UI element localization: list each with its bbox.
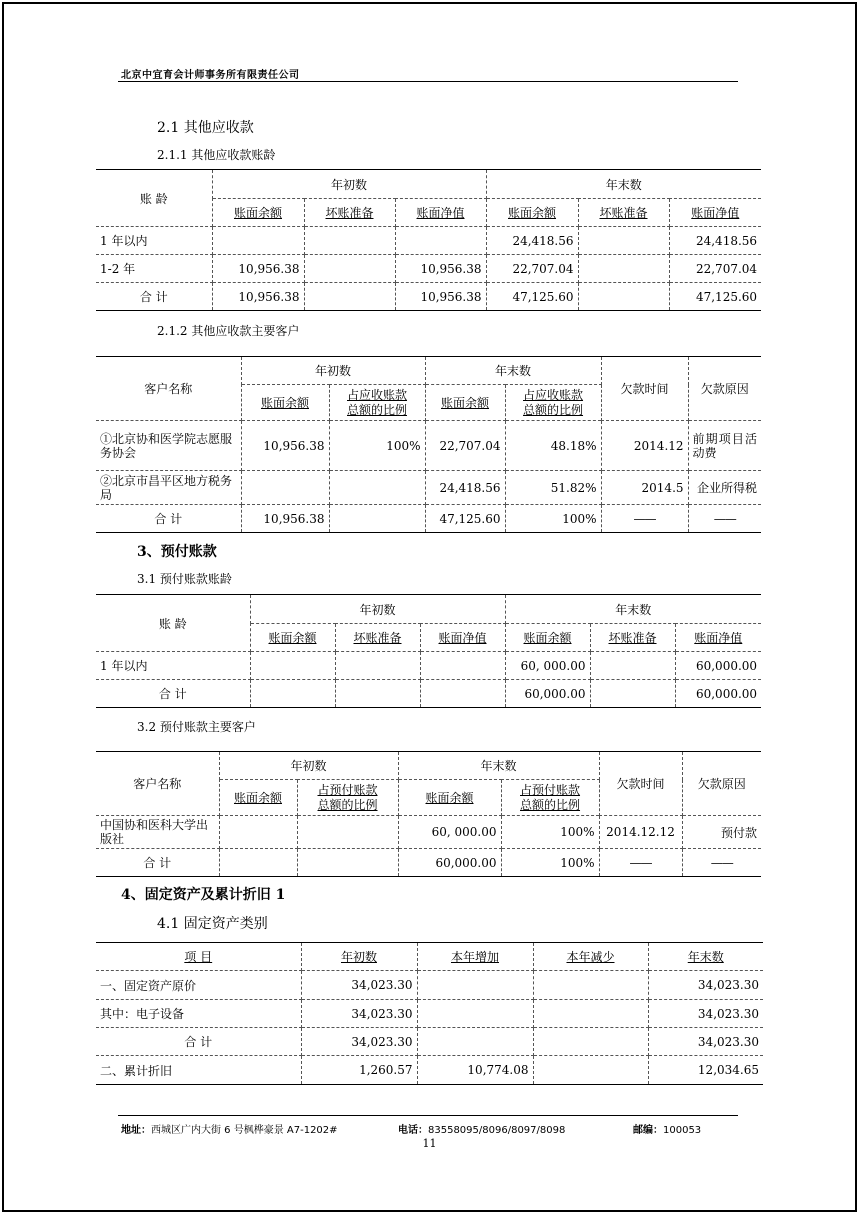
cell: 34,023.30 bbox=[301, 1028, 417, 1056]
cell bbox=[250, 652, 335, 680]
zip-value: 100053 bbox=[663, 1125, 702, 1136]
cell: —— bbox=[599, 849, 682, 877]
col-header: 账面净值 bbox=[691, 206, 740, 220]
table-prepayments-aging bbox=[96, 594, 761, 708]
col-header: 坏账准备 bbox=[325, 206, 374, 220]
row-label: 1-2 年 bbox=[96, 255, 212, 283]
header-debt-reason: 欠款原因 bbox=[688, 357, 761, 421]
header-beginning: 年初数 bbox=[219, 752, 398, 780]
cell bbox=[329, 505, 425, 533]
cell: 34,023.30 bbox=[301, 1000, 417, 1028]
table-prepayments-customers bbox=[96, 751, 761, 877]
table-row bbox=[96, 816, 761, 849]
table-other-receivables-customers bbox=[96, 356, 761, 533]
cell bbox=[533, 1056, 648, 1085]
table-row bbox=[96, 849, 761, 877]
header-rule bbox=[118, 81, 738, 82]
cell: 60,000.00 bbox=[675, 680, 761, 708]
header-ending: 年末数 bbox=[398, 752, 599, 780]
col-header: 账面余额 bbox=[268, 631, 317, 645]
address-label: 地址： bbox=[121, 1125, 151, 1136]
section-2-1-1-title: 2.1.1 其他应收款账龄 bbox=[157, 148, 276, 162]
page-number: 11 bbox=[422, 1137, 437, 1150]
cell bbox=[241, 471, 329, 505]
col-header: 年初数 bbox=[340, 950, 377, 964]
row-label: 合 计 bbox=[96, 505, 241, 533]
cell: 2014.5 bbox=[601, 471, 688, 505]
header-ending: 年末数 bbox=[425, 357, 601, 385]
cell: 47,125.60 bbox=[425, 505, 505, 533]
header-customer: 客户名称 bbox=[96, 357, 241, 421]
cell: 60,000.00 bbox=[505, 680, 590, 708]
table-row bbox=[96, 283, 761, 311]
row-label: 一、固定资产原价 bbox=[96, 971, 301, 1000]
col-header: 总额的比例 bbox=[347, 402, 408, 417]
row-label: 合 计 bbox=[96, 849, 219, 877]
cell: 10,956.38 bbox=[212, 255, 304, 283]
table-row bbox=[96, 1000, 763, 1028]
cell: 60, 000.00 bbox=[398, 816, 501, 849]
footer-rule bbox=[118, 1115, 738, 1116]
footer-zip bbox=[633, 1121, 701, 1136]
cell bbox=[335, 652, 420, 680]
col-header: 本年减少 bbox=[566, 950, 615, 964]
cell: 1,260.57 bbox=[301, 1056, 417, 1085]
header-beginning: 年初数 bbox=[250, 595, 505, 624]
cell: 48.18% bbox=[505, 421, 601, 471]
cell bbox=[395, 227, 486, 255]
header-customer: 客户名称 bbox=[96, 752, 219, 816]
footer-phone bbox=[398, 1121, 565, 1136]
cell: 100% bbox=[329, 421, 425, 471]
section-4-title: 4、固定资产及累计折旧 1 bbox=[121, 887, 286, 903]
col-header: 账面余额 bbox=[508, 206, 557, 220]
cell bbox=[533, 971, 648, 1000]
cell bbox=[297, 849, 398, 877]
firm-name-header: 北京中宜育会计师事务所有限责任公司 bbox=[121, 70, 300, 81]
section-2-1-2-title: 2.1.2 其他应收款主要客户 bbox=[157, 324, 300, 338]
cell: —— bbox=[601, 505, 688, 533]
table-row bbox=[96, 652, 761, 680]
cell bbox=[420, 680, 505, 708]
cell: 60,000.00 bbox=[398, 849, 501, 877]
cell: 22,707.04 bbox=[486, 255, 578, 283]
address-value: 西城区广内大街 6 号枫桦豪景 A7-1202# bbox=[151, 1125, 338, 1136]
table-other-receivables-aging bbox=[96, 169, 761, 311]
col-header: 账面净值 bbox=[416, 206, 465, 220]
cell: 22,707.04 bbox=[425, 421, 505, 471]
cell bbox=[578, 227, 669, 255]
cell: 企业所得税 bbox=[688, 471, 761, 505]
header-ending: 年末数 bbox=[505, 595, 761, 624]
table-fixed-assets bbox=[96, 942, 763, 1085]
section-3-2-title: 3.2 预付账款主要客户 bbox=[137, 720, 256, 734]
col-header: 总额的比例 bbox=[523, 402, 584, 417]
cell bbox=[578, 255, 669, 283]
section-4-1-title: 4.1 固定资产类别 bbox=[157, 916, 268, 932]
section-2-1-title: 2.1 其他应收款 bbox=[157, 120, 254, 136]
cell: 47,125.60 bbox=[669, 283, 761, 311]
header-beginning: 年初数 bbox=[241, 357, 425, 385]
section-3-1-title: 3.1 预付账款账龄 bbox=[137, 572, 232, 586]
phone-value: 83558095/8096/8097/8098 bbox=[428, 1125, 566, 1136]
cell: 10,956.38 bbox=[241, 421, 329, 471]
cell: 100% bbox=[505, 505, 601, 533]
col-header: 占预付账款 bbox=[317, 782, 378, 797]
cell bbox=[420, 652, 505, 680]
cell: —— bbox=[682, 849, 761, 877]
header-debt-reason: 欠款原因 bbox=[682, 752, 761, 816]
row-label: 二、累计折旧 bbox=[96, 1056, 301, 1085]
cell: 预付款 bbox=[682, 816, 761, 849]
row-label: 合 计 bbox=[96, 680, 250, 708]
cell bbox=[578, 283, 669, 311]
cell: 2014.12.12 bbox=[599, 816, 682, 849]
header-ending: 年末数 bbox=[486, 170, 761, 199]
col-header: 账面净值 bbox=[438, 631, 487, 645]
col-header: 占预付账款 bbox=[520, 782, 581, 797]
header-beginning: 年初数 bbox=[212, 170, 486, 199]
table-row bbox=[96, 227, 761, 255]
cell bbox=[304, 283, 395, 311]
footer-address bbox=[121, 1121, 338, 1136]
col-header: 坏账准备 bbox=[353, 631, 402, 645]
cell: 12,034.65 bbox=[648, 1056, 763, 1085]
col-header: 账面余额 bbox=[523, 631, 572, 645]
row-label: 1 年以内 bbox=[96, 227, 212, 255]
cell: 10,956.38 bbox=[212, 283, 304, 311]
col-header: 账面余额 bbox=[441, 396, 490, 410]
header-debt-time: 欠款时间 bbox=[599, 752, 682, 816]
cell bbox=[304, 255, 395, 283]
cell bbox=[329, 471, 425, 505]
cell: 10,956.38 bbox=[395, 255, 486, 283]
cell: 60, 000.00 bbox=[505, 652, 590, 680]
row-label: 1 年以内 bbox=[96, 652, 250, 680]
row-label: 合 计 bbox=[96, 283, 212, 311]
col-header: 占应收账款 bbox=[347, 387, 408, 402]
cell: 24,418.56 bbox=[486, 227, 578, 255]
cell: 51.82% bbox=[505, 471, 601, 505]
table-row bbox=[96, 421, 761, 471]
cell: —— bbox=[688, 505, 761, 533]
cell bbox=[212, 227, 304, 255]
header-debt-time: 欠款时间 bbox=[601, 357, 688, 421]
phone-label: 电话： bbox=[398, 1125, 428, 1136]
cell: 34,023.30 bbox=[301, 971, 417, 1000]
col-header: 总额的比例 bbox=[520, 797, 581, 812]
table-row bbox=[96, 680, 761, 708]
col-header: 坏账准备 bbox=[608, 631, 657, 645]
cell: 34,023.30 bbox=[648, 971, 763, 1000]
col-header: 项 目 bbox=[184, 950, 213, 964]
header-aging: 账 龄 bbox=[96, 170, 212, 227]
table-row bbox=[96, 471, 761, 505]
cell bbox=[417, 1000, 533, 1028]
customer-name: ②北京市昌平区地方税务局 bbox=[96, 471, 241, 505]
section-3-title: 3、预付账款 bbox=[137, 544, 217, 560]
cell: 10,774.08 bbox=[417, 1056, 533, 1085]
header-aging: 账 龄 bbox=[96, 595, 250, 652]
cell: 100% bbox=[501, 816, 599, 849]
cell bbox=[533, 1000, 648, 1028]
cell: 34,023.30 bbox=[648, 1028, 763, 1056]
table-row bbox=[96, 255, 761, 283]
cell bbox=[335, 680, 420, 708]
col-header: 年末数 bbox=[687, 950, 724, 964]
row-label: 合 计 bbox=[96, 1028, 301, 1056]
cell bbox=[219, 849, 297, 877]
cell: 100% bbox=[501, 849, 599, 877]
cell: 60,000.00 bbox=[675, 652, 761, 680]
col-header: 账面余额 bbox=[260, 396, 309, 410]
cell: 10,956.38 bbox=[241, 505, 329, 533]
row-label: 其中：电子设备 bbox=[96, 1000, 301, 1028]
cell bbox=[533, 1028, 648, 1056]
customer-name: 中国协和医科大学出版社 bbox=[96, 816, 219, 849]
cell: 前期项目活动费 bbox=[688, 421, 761, 471]
col-header: 账面余额 bbox=[425, 791, 474, 805]
cell: 22,707.04 bbox=[669, 255, 761, 283]
table-row bbox=[96, 1056, 763, 1085]
cell bbox=[590, 680, 675, 708]
col-header: 占应收账款 bbox=[523, 387, 584, 402]
col-header: 坏账准备 bbox=[599, 206, 648, 220]
table-row bbox=[96, 505, 761, 533]
cell bbox=[590, 652, 675, 680]
cell: 2014.12 bbox=[601, 421, 688, 471]
cell: 24,418.56 bbox=[425, 471, 505, 505]
cell: 10,956.38 bbox=[395, 283, 486, 311]
cell bbox=[297, 816, 398, 849]
table-row bbox=[96, 971, 763, 1000]
table-row bbox=[96, 1028, 763, 1056]
cell bbox=[417, 1028, 533, 1056]
cell bbox=[417, 971, 533, 1000]
cell bbox=[250, 680, 335, 708]
cell bbox=[304, 227, 395, 255]
col-header: 账面余额 bbox=[233, 791, 282, 805]
cell bbox=[219, 816, 297, 849]
cell: 47,125.60 bbox=[486, 283, 578, 311]
col-header: 账面余额 bbox=[233, 206, 282, 220]
cell: 24,418.56 bbox=[669, 227, 761, 255]
col-header: 账面净值 bbox=[694, 631, 743, 645]
col-header: 本年增加 bbox=[450, 950, 499, 964]
zip-label: 邮编： bbox=[633, 1125, 663, 1136]
customer-name: ①北京协和医学院志愿服务协会 bbox=[96, 421, 241, 471]
col-header: 总额的比例 bbox=[317, 797, 378, 812]
cell: 34,023.30 bbox=[648, 1000, 763, 1028]
